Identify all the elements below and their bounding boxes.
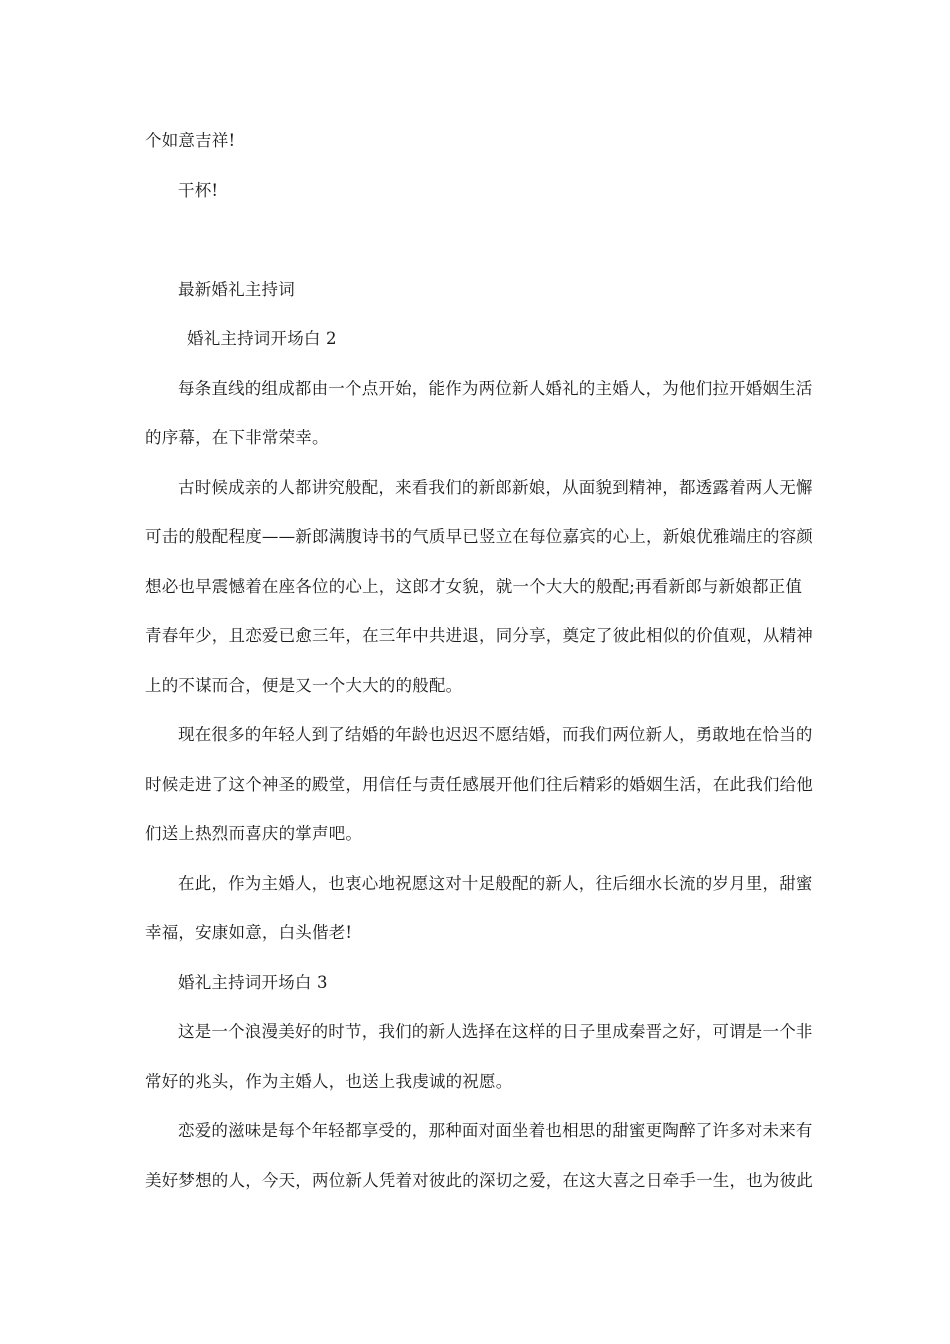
paragraph-line: 幸福，安康如意，白头偕老! [145, 923, 353, 942]
paragraph-line: 常好的兆头，作为主婚人，也送上我虔诚的祝愿。 [145, 1072, 513, 1091]
paragraph-line: 现在很多的年轻人到了结婚的年龄也迟迟不愿结婚，而我们两位新人，勇敢地在恰当的 [178, 725, 813, 744]
section-title: 最新婚礼主持词 [178, 280, 295, 299]
paragraph-line: 时候走进了这个神圣的殿堂，用信任与责任感展开他们往后精彩的婚姻生活，在此我们给他 [145, 775, 813, 794]
paragraph-line: 美好梦想的人，今天，两位新人凭着对彼此的深切之爱，在这大喜之日牵手一生，也为彼此 [145, 1171, 813, 1190]
paragraph-line: 上的不谋而合，便是又一个大大的的般配。 [145, 676, 463, 695]
paragraph-line: 在此，作为主婚人，也衷心地祝愿这对十足般配的新人，往后细水长流的岁月里，甜蜜 [178, 874, 813, 893]
paragraph-line: 青春年少，且恋爱已愈三年，在三年中共进退，同分享，奠定了彼此相似的价值观，从精神 [145, 626, 813, 645]
paragraph-line: 每条直线的组成都由一个点开始，能作为两位新人婚礼的主婚人，为他们拉开婚姻生活 [178, 379, 813, 398]
paragraph-line: 恋爱的滋味是每个年轻都享受的，那种面对面坐着也相思的甜蜜更陶醉了许多对未来有 [178, 1121, 813, 1140]
paragraph-line: 可击的般配程度——新郎满腹诗书的气质早已竖立在每位嘉宾的心上，新娘优雅端庄的容颜 [145, 527, 813, 546]
paragraph-line: 这是一个浪漫美好的时节，我们的新人选择在这样的日子里成秦晋之好，可谓是一个非 [178, 1022, 813, 1041]
section-heading: 婚礼主持词开场白 2 [187, 329, 337, 348]
paragraph-line: 的序幕，在下非常荣幸。 [145, 428, 329, 447]
paragraph-line: 们送上热烈而喜庆的掌声吧。 [145, 824, 363, 843]
text-line: 个如意吉祥! [145, 131, 236, 150]
paragraph-line: 古时候成亲的人都讲究般配，来看我们的新郎新娘，从面貌到精神，都透露着两人无懈 [178, 478, 813, 497]
paragraph-line: 想必也早震憾着在座各位的心上，这郎才女貌，就一个大大的般配;再看新郎与新娘都正值 [145, 577, 803, 596]
section-heading: 婚礼主持词开场白 3 [178, 973, 328, 992]
text-line: 干杯! [178, 181, 219, 200]
